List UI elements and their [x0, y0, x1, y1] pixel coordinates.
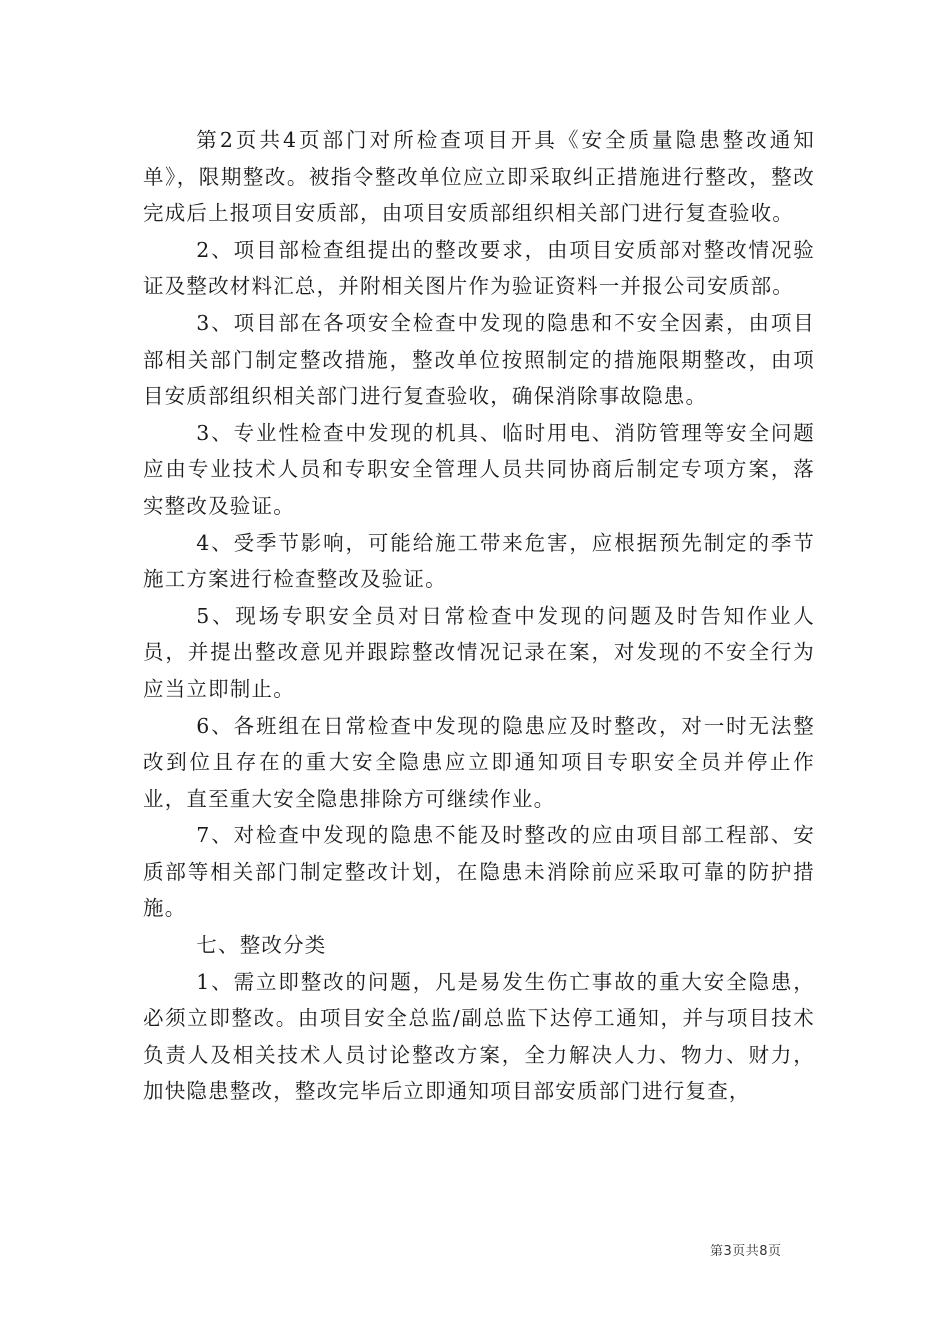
- paragraph-continuation: 第2页共4页部门对所检查项目开具《安全质量隐患整改通知单》，限期整改。被指令整改单位应立即采取纠正措施进行整改，整改完成后上报项目安质部，由项目安质部组织相关部门进行复查验收。: [143, 128, 815, 226]
- paragraph-item-7: 7、对检查中发现的隐患不能及时整改的应由项目部工程部、安质部等相关部门制定整改计划，在隐患未消除前应采取可靠的防护措施。: [143, 823, 815, 921]
- page-number-footer: 第3页共8页: [710, 1244, 782, 1259]
- paragraph-item-4: 4、受季节影响，可能给施工带来危害，应根据预先制定的季节施工方案进行检查整改及验证。: [143, 530, 815, 592]
- paragraph-item-3a: 3、项目部在各项安全检查中发现的隐患和不安全因素，由项目部相关部门制定整改措施，整改单位按照制定的措施限期整改，由项目安质部组织相关部门进行复查验收，确保消除事故隐患。: [143, 310, 815, 409]
- document-body: [143, 122, 815, 1110]
- paragraph-item-3b: 3、专业性检查中发现的机具、临时用电、消防管理等安全问题应由专业技术人员和专职安全管理人员共同协商后制定专项方案，落实整改及验证。: [143, 420, 815, 518]
- paragraph-category-1: 1、需立即整改的问题，凡是易发生伤亡事故的重大安全隐患，必须立即整改。由项目安全总监/副总监下达停工通知，并与项目技术负责人及相关技术人员讨论整改方案，全力解决人力、物力、财力，加快隐患整改，整改完毕后立即通知项目部安质部门进行复查，: [143, 969, 815, 1104]
- paragraph-item-2: 2、项目部检查组提出的整改要求，由项目安质部对整改情况验证及整改材料汇总，并附相关图片作为验证资料一并报公司安质部。: [143, 237, 815, 299]
- paragraph-item-6: 6、各班组在日常检查中发现的隐患应及时整改，对一时无法整改到位且存在的重大安全隐患应立即通知项目专职安全员并停止作业，直至重大安全隐患排除方可继续作业。: [143, 713, 815, 811]
- paragraph-item-5: 5、现场专职安全员对日常检查中发现的问题及时告知作业人员，并提出整改意见并跟踪整改情况记录在案，对发现的不安全行为应当立即制止。: [143, 603, 815, 701]
- section-heading-rectification-categories: 七、整改分类: [196, 933, 327, 958]
